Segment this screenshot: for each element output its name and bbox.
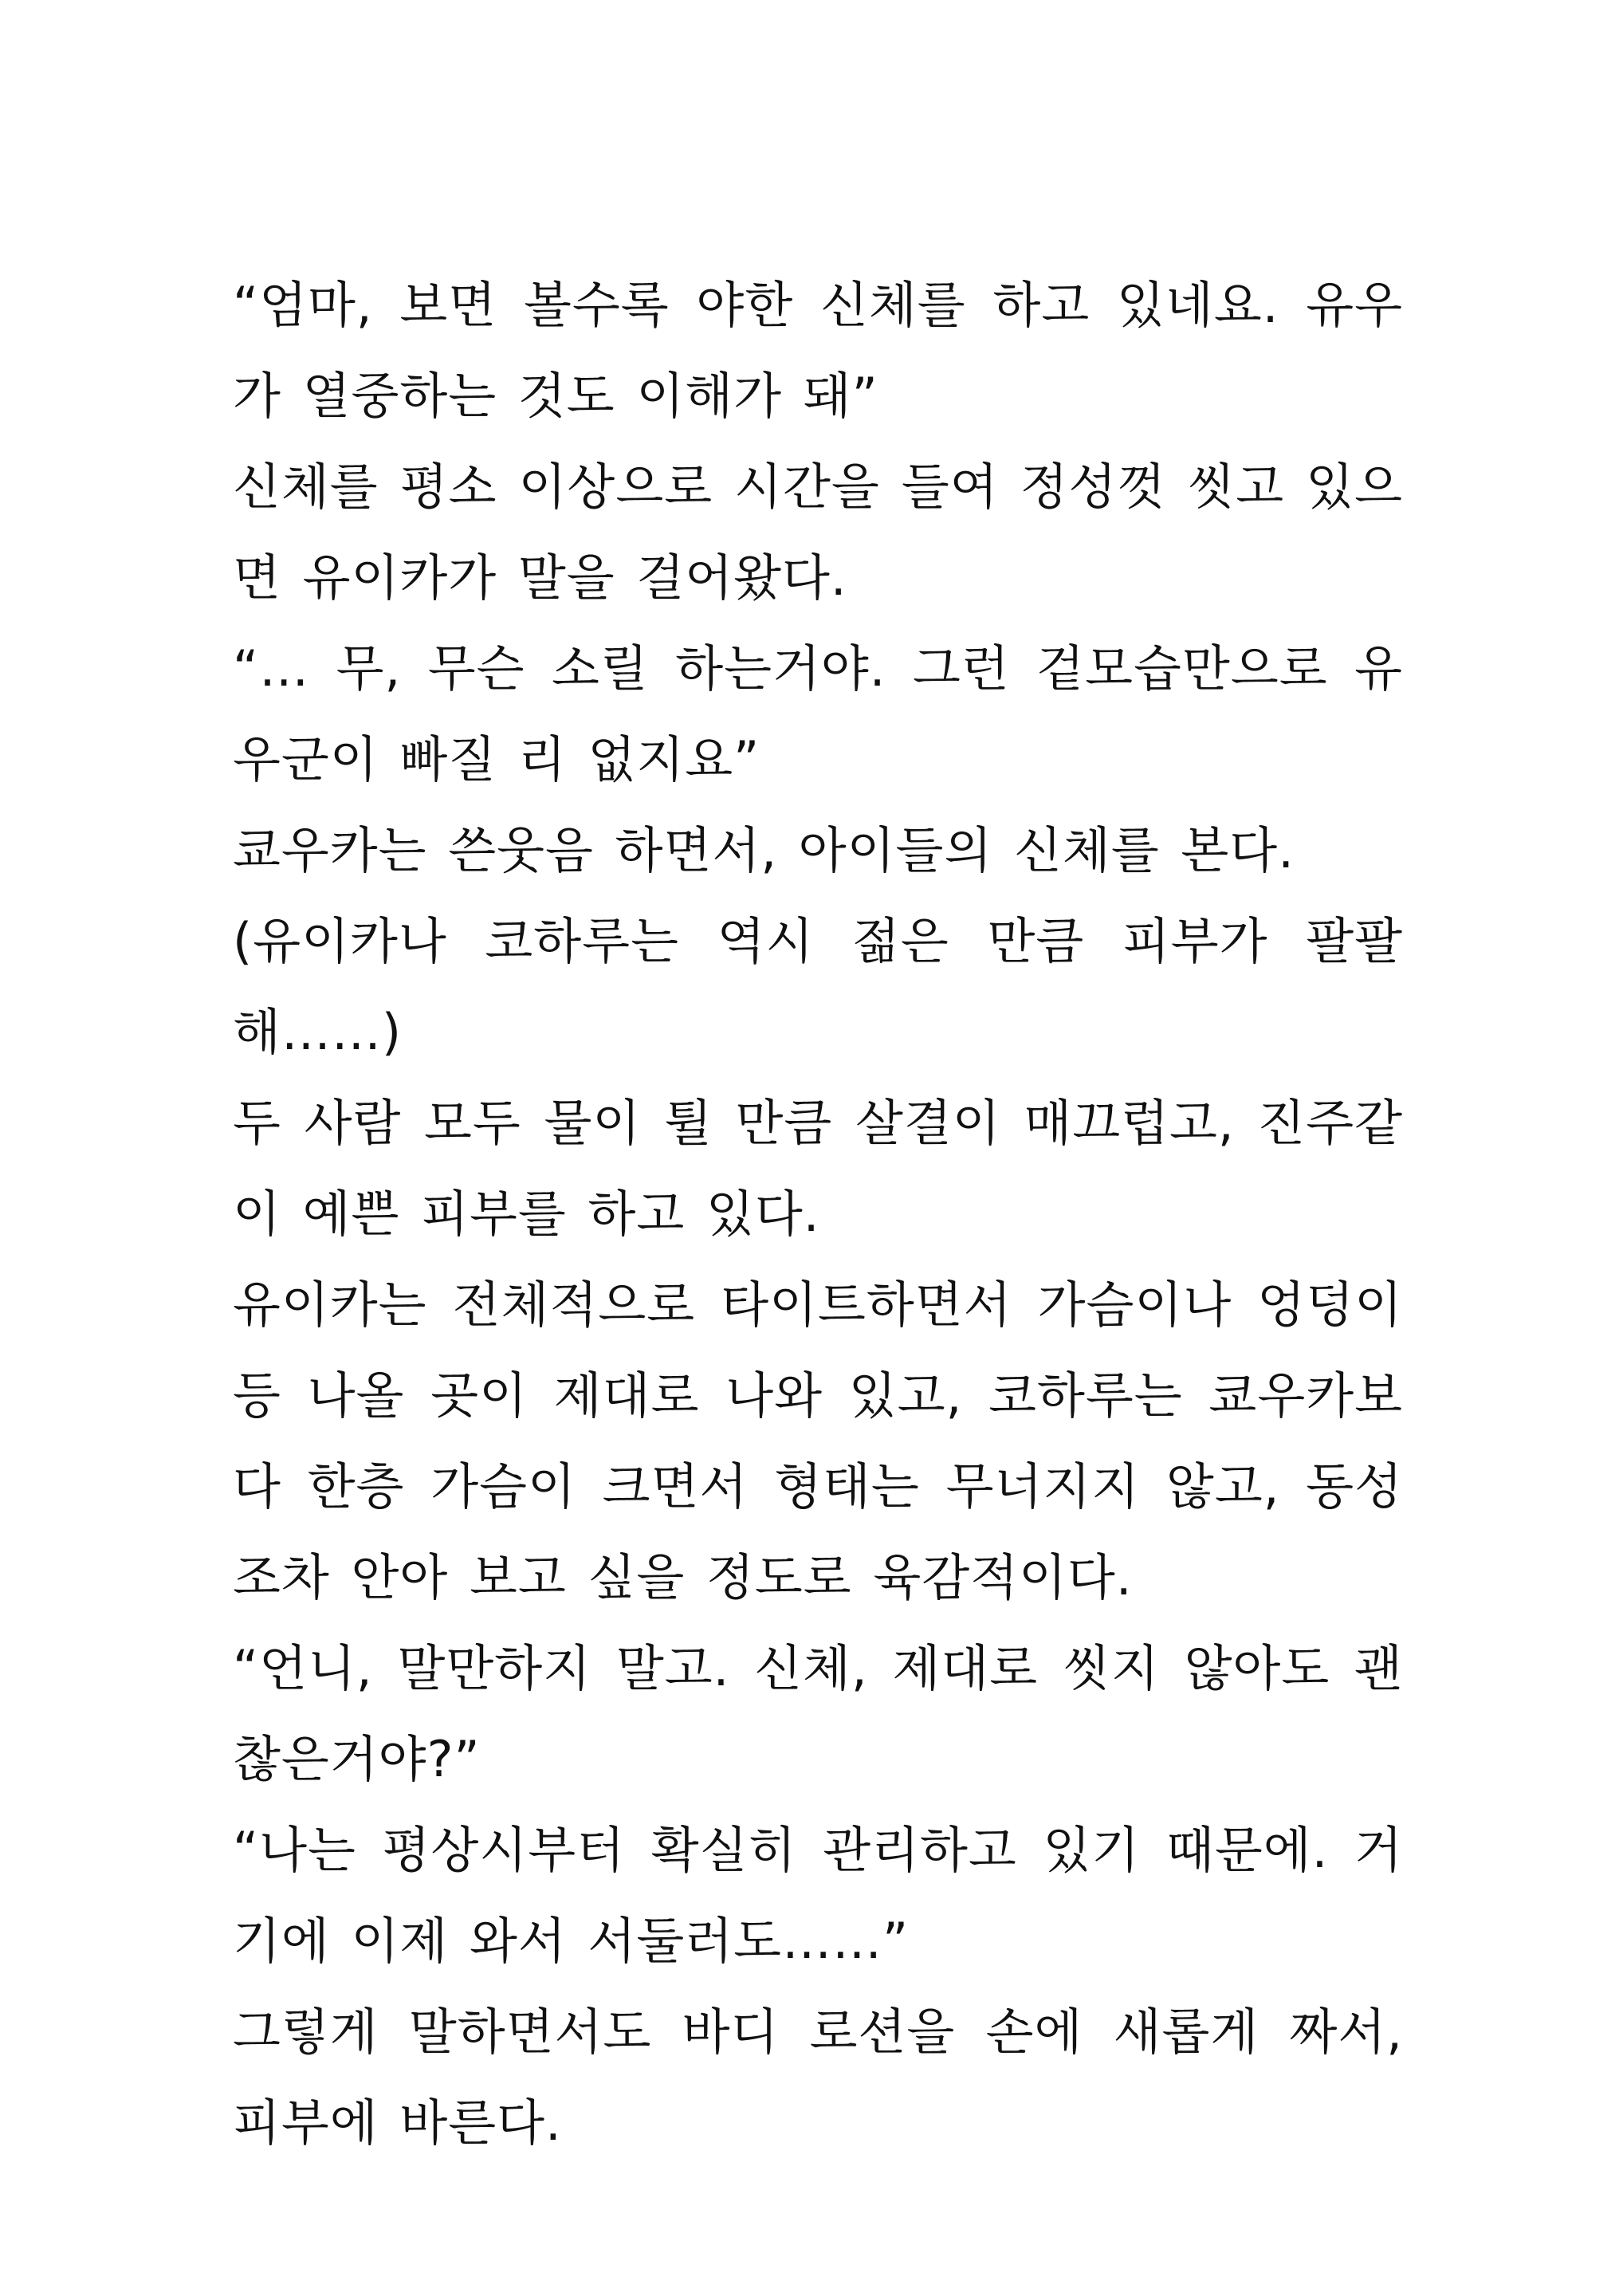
paragraph-8: “언니, 말만하지 말고. 신체, 제대로 씻지 않아도 괜찮은거야?” [233,1639,1403,1788]
paragraph-1: “엄마, 보면 볼수록 야한 신체를 하고 있네요. 유우가 열중하는 것도 이해가 돼” [233,276,1403,425]
paragraph-5: (유이카나 코하루는 역시 젊은 만큼 피부가 팔팔해……) [233,912,1403,1061]
body-text [233,260,1403,2168]
paragraph-2: 신체를 평소 이상으로 시간을 들여 정성껏 씻고 있으면 유이카가 말을 걸어왔다. [233,458,1403,607]
paragraph-3: “… 무, 무슨 소릴 하는거야. 그런 겉모습만으로 유우군이 빠질 리 없지요” [233,639,1403,788]
paragraph-9: “나는 평상시부터 확실히 관리하고 있기 때문에. 거기에 이제 와서 서둘러도……” [233,1821,1403,1970]
paragraph-4: 쿄우카는 쓴웃음 하면서, 아이들의 신체를 본다. [233,821,1295,879]
paragraph-10: 그렇게 말하면서도 바디 로션을 손에 새롭게 짜서, 피부에 바른다. [233,2003,1403,2152]
paragraph-7: 유이카는 전체적으로 타이트하면서 가슴이나 엉덩이 등 나올 곳이 제대로 나와 있고, 코하루는 쿄우카보다 한층 가슴이 크면서 형태는 무너지지 않고, 동성조차 안아 보고 싶을 정도로 육감적이다. [233,1276,1403,1606]
paragraph-6: 두 사람 모두 물이 튈 만큼 살결이 매끄럽고, 진주같이 예쁜 피부를 하고 있다. [233,1094,1403,1243]
